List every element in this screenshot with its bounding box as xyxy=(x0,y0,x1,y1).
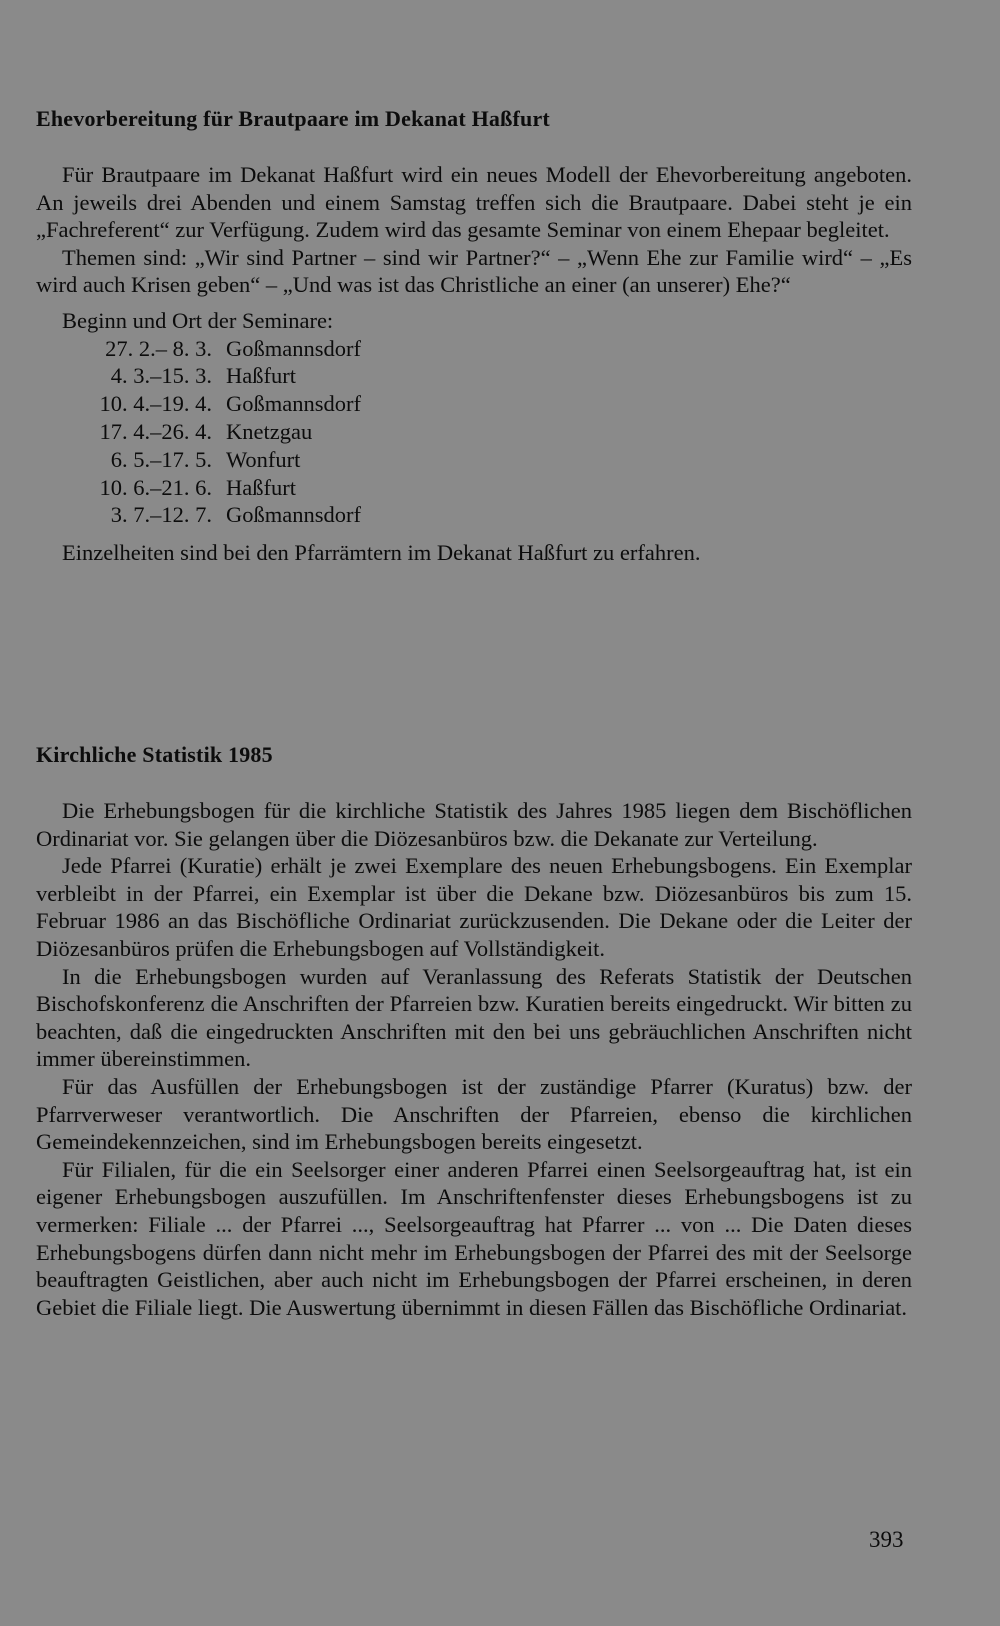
schedule-place: Goßmannsdorf xyxy=(226,502,361,528)
schedule-place: Knetzgau xyxy=(226,418,313,444)
schedule-dates: 10. 4.–19. 4. xyxy=(99,391,212,417)
page-number: 393 xyxy=(869,1527,904,1552)
schedule-dates: 3. 7.–12. 7. xyxy=(110,502,212,528)
paragraph-themes: Themen sind: „Wir sind Partner – sind wir Partner?“ – „Wenn Ehe zur Familie wird“ – „Es wird auch Krisen geben“ – „Und was ist das Christliche an einer (an unserer) Ehe?“ xyxy=(36,244,912,298)
schedule-place: Goßmannsdorf xyxy=(226,335,361,361)
section-heading-ehevorbereitung: Ehevorbereitung für Brautpaare im Dekanat Haßfurt xyxy=(36,106,550,131)
schedule-row xyxy=(62,335,361,363)
paragraph: Die Erhebungsbogen für die kirchliche Statistik des Jahres 1985 liegen dem Bischöflichen Ordinariat vor. Sie gelangen über die Diözesanbüros bzw. die Dekanate zur Verteilung. xyxy=(36,798,912,851)
schedule-row xyxy=(62,418,361,446)
schedule-place: Haßfurt xyxy=(226,474,296,500)
section-heading-statistik: Kirchliche Statistik 1985 xyxy=(36,742,273,767)
paragraph-intro: Für Brautpaare im Dekanat Haßfurt wird ein neues Modell der Ehevorbereitung angeboten. An jeweils drei Abenden und einem Samstag treffen sich die Brautpaare. Dabei steht je ein „Fachreferent“ zur Verfügung. Zudem wird das gesamte Seminar von einem Ehepaar begleitet. xyxy=(36,162,912,243)
paragraph-closing: Einzelheiten sind bei den Pfarrämtern im Dekanat Haßfurt zu erfahren. xyxy=(62,540,701,566)
paragraph: Für Filialen, für die ein Seelsorger einer anderen Pfarrei einen Seelsorgeauftrag hat, ist ein eigener Erhebungsbogen auszufüllen. Im Anschriftenfenster dieses Erhebungsbogens ist zu vermerken: Filiale ... der Pfarrei ..., Seelsorgeauftrag hat Pfarrer ... von ... Die Daten dieses Erhebungsbogens dürfen dann nicht mehr im Erhebungsbogen der Pfarrei des mit der Seelsorge beauftragten Geistlichen, aber auch nicht im Erhebungsbogen der Pfarrei erscheinen, in deren Gebiet die Filiale liegt. Die Auswertung übernimmt in diesen Fällen das Bischöfliche Ordinariat. xyxy=(36,1156,912,1320)
paragraph: In die Erhebungsbogen wurden auf Veranlassung des Referats Statistik der Deutschen Bischofskonferenz die Anschriften der Pfarreien bzw. Kuratien bereits eingedruckt. Wir bitten zu beachten, daß die eingedruckten Anschriften mit den bei uns gebräuchlichen Anschriften nicht immer übereinstimmen. xyxy=(36,963,912,1072)
schedule-dates: 27. 2.– 8. 3. xyxy=(105,335,212,361)
schedule-row xyxy=(62,362,361,390)
paragraph: Für das Ausfüllen der Erhebungsbogen ist der zuständige Pfarrer (Kuratus) bzw. der Pfarrverweser verantwortlich. Die Anschriften der Pfarreien, ebenso die kirchlichen Gemeindekennzeichen, sind im Erhebungsbogen bereits eingesetzt. xyxy=(36,1073,912,1155)
schedule-table xyxy=(62,335,361,530)
schedule-row xyxy=(62,390,361,418)
schedule-place: Haßfurt xyxy=(226,363,296,389)
paragraph: Jede Pfarrei (Kuratie) erhält je zwei Exemplare des neuen Erhebungsbogens. Ein Exemplar verbleibt in der Pfarrei, ein Exemplar ist über die Dekane bzw. Diözesanbüros bis zum 15. Februar 1986 an das Bischöfliche Ordinariat zurückzusenden. Die Dekane oder die Leiter der Diözesanbüros prüfen die Erhebungsbogen auf Vollständigkeit. xyxy=(36,853,912,961)
schedule-row xyxy=(62,474,361,502)
schedule-dates: 10. 6.–21. 6. xyxy=(99,474,212,500)
schedule-place: Goßmannsdorf xyxy=(226,391,361,417)
section-ehevorbereitung xyxy=(36,161,912,567)
schedule-dates: 6. 5.–17. 5. xyxy=(110,446,212,472)
schedule-place: Wonfurt xyxy=(226,446,301,472)
schedule-dates: 17. 4.–26. 4. xyxy=(99,418,212,444)
section-statistik xyxy=(36,797,912,1321)
schedule-dates: 4. 3.–15. 3. xyxy=(110,363,212,389)
schedule-title: Beginn und Ort der Seminare: xyxy=(62,307,334,333)
schedule-row xyxy=(62,446,361,474)
schedule-row xyxy=(62,501,361,529)
